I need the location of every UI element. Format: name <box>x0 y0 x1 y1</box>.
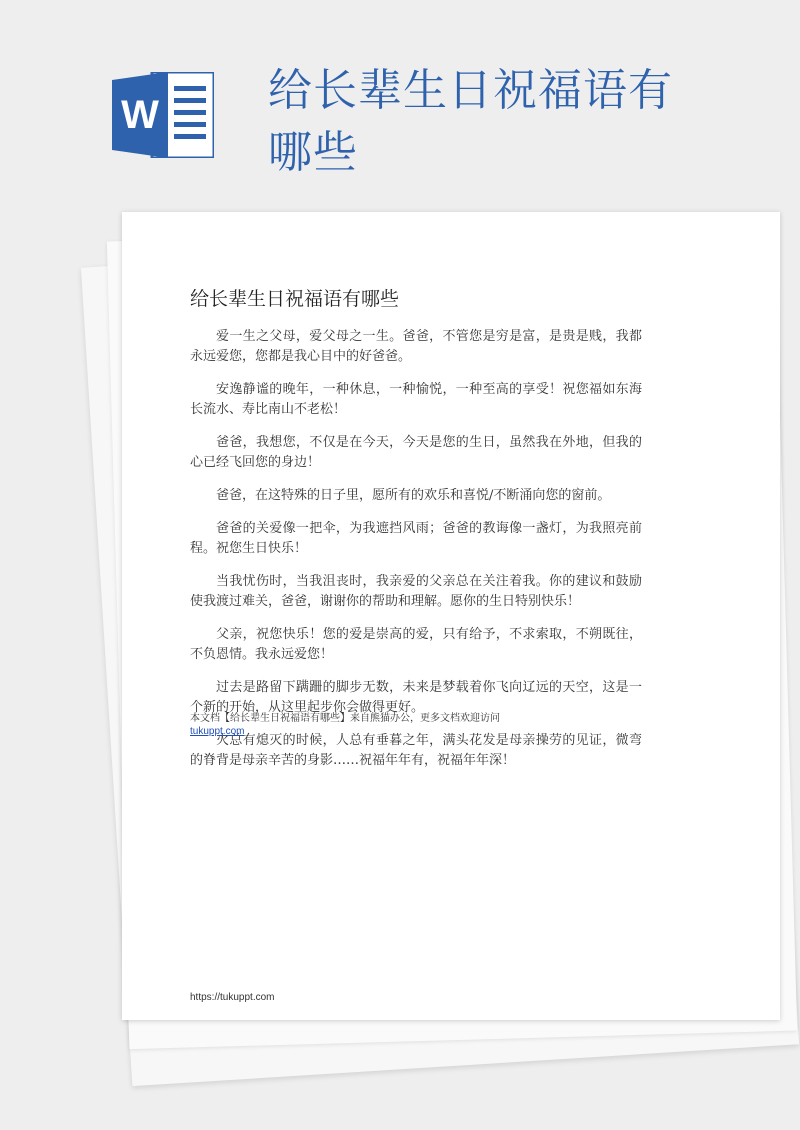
paragraph: 爸爸，我想您，不仅是在今天，今天是您的生日，虽然我在外地，但我的心已经飞回您的身边！ <box>190 435 642 470</box>
paragraph: 当我忧伤时，当我沮丧时，我亲爱的父亲总在关注着我。你的建议和鼓励使我渡过难关，爸爸，谢谢你的帮助和理解。愿你的生日特别快乐！ <box>190 574 642 609</box>
source-note <box>190 712 500 738</box>
paragraph: 安逸静谧的晚年，一种休息，一种愉悦，一种至高的享受！祝您福如东海长流水、寿比南山不老松！ <box>190 382 642 417</box>
source-note-text: 本文档【给长辈生日祝福语有哪些】来自熊猫办公，更多文档欢迎访问 <box>190 713 500 724</box>
source-link[interactable]: tukuppt.com <box>190 726 245 737</box>
word-icon-letter: W <box>121 93 159 137</box>
banner-title: 给长辈生日祝福语有哪些 <box>268 65 673 178</box>
page-footer-url: https://tukuppt.com <box>190 992 275 1003</box>
paragraph: 火总有熄灭的时候，人总有垂暮之年，满头花发是母亲操劳的见证，微弯的脊背是母亲辛苦的身影……祝福年年有，祝福年年深！ <box>190 733 642 768</box>
paragraph: 过去是路留下蹒跚的脚步无数，未来是梦载着你飞向辽远的天空，这是一个新的开始，从这里起步你会做得更好。 <box>190 680 642 715</box>
paragraph: 爱一生之父母，爱父母之一生。爸爸，不管您是穷是富，是贵是贱，我都永远爱您，您都是我心目中的好爸爸。 <box>190 329 642 364</box>
word-document-icon <box>112 72 214 158</box>
paragraph: 爸爸的关爱像一把伞，为我遮挡风雨；爸爸的教诲像一盏灯，为我照亮前程。祝您生日快乐！ <box>190 521 642 556</box>
paragraph: 父亲，祝您快乐！您的爱是崇高的爱，只有给予，不求索取，不朔既往，不负恩情。我永远爱您！ <box>190 627 642 662</box>
document-page <box>122 212 780 1020</box>
paragraph: 爸爸，在这特殊的日子里，愿所有的欢乐和喜悦/不断涌向您的窗前。 <box>216 488 611 503</box>
document-title: 给长辈生日祝福语有哪些 <box>190 288 400 310</box>
